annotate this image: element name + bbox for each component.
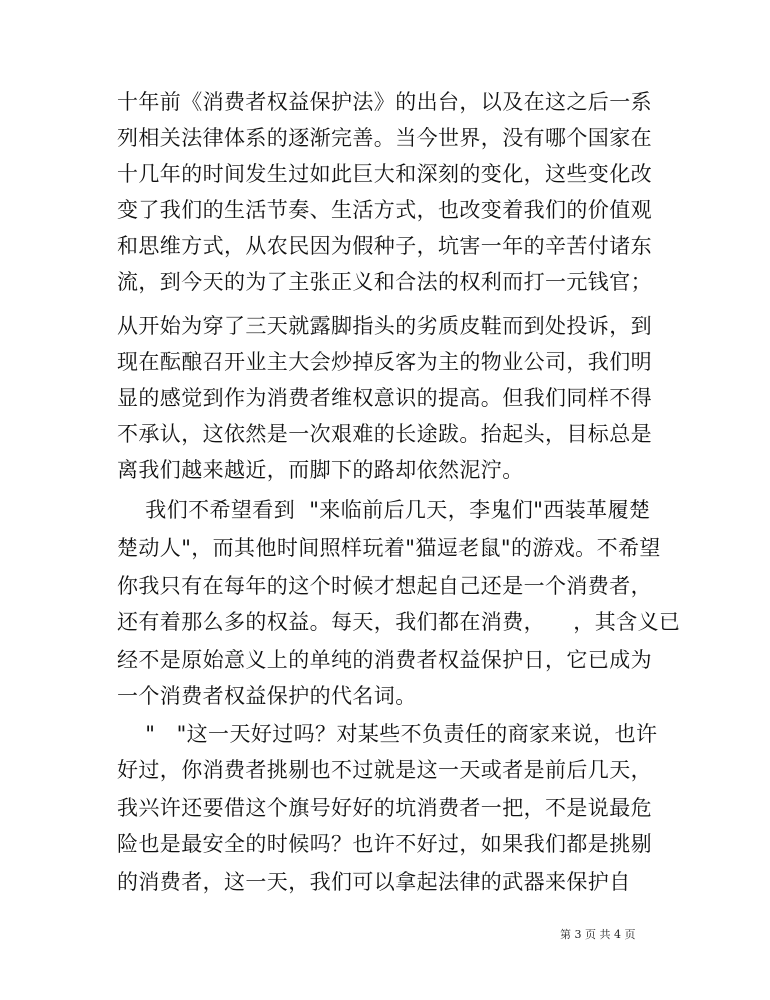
text-line: 我兴许还要借这个旗号好好的坑消费者一把，不是说最危	[117, 796, 652, 820]
text-line: 离我们越来越近，而脚下的路却依然泥泞。	[117, 458, 524, 482]
text-line: 经不是原始意义上的单纯的消费者权益保护日，它已成为	[117, 648, 652, 672]
text-line: 一个消费者权益保护的代名词。	[117, 684, 417, 708]
page-number-footer: 第 3 页 共 4 页	[560, 928, 636, 941]
text-line: 显的感觉到作为消费者维权意识的提高。但我们同样不得	[117, 386, 652, 410]
text-line: 十几年的时间发生过如此巨大和深刻的变化，这些变化改	[117, 162, 652, 186]
text-line: 还有着那么多的权益。每天，我们都在消费， ，其含义已	[117, 610, 681, 634]
text-line: 险也是最安全的时候吗？也许不好过，如果我们都是挑剔	[117, 832, 652, 856]
text-line: 从开始为穿了三天就露脚指头的劣质皮鞋而到处投诉，到	[117, 314, 652, 338]
text-line: 变了我们的生活节奏、生活方式，也改变着我们的价值观	[117, 198, 652, 222]
text-line: 不承认，这依然是一次艰难的长途跋。抬起头，目标总是	[117, 422, 652, 446]
text-line: 十年前《消费者权益保护法》的出台，以及在这之后一系	[117, 90, 652, 114]
text-line: 你我只有在每年的这个时候才想起自己还是一个消费者，	[117, 574, 652, 598]
text-line: 和思维方式，从农民因为假种子，坑害一年的辛苦付诸东	[117, 234, 652, 258]
text-line: 流，到今天的为了主张正义和合法的权利而打一元钱官；	[117, 270, 652, 294]
text-line: 我们不希望看到 "来临前后几天，李鬼们"西装革履楚	[117, 498, 651, 522]
text-line: 楚动人"，而其他时间照样玩着"猫逗老鼠"的游戏。不希望	[117, 536, 661, 560]
text-line: 现在酝酿召开业主大会炒掉反客为主的物业公司，我们明	[117, 350, 652, 374]
text-line: 列相关法律体系的逐渐完善。当今世界，没有哪个国家在	[117, 126, 652, 150]
text-line: 好过，你消费者挑剔也不过就是这一天或者是前后几天，	[117, 758, 652, 782]
text-line: 的消费者，这一天，我们可以拿起法律的武器来保护自	[117, 870, 631, 894]
text-line: " "这一天好过吗？对某些不负责任的商家来说，也许	[117, 722, 658, 746]
